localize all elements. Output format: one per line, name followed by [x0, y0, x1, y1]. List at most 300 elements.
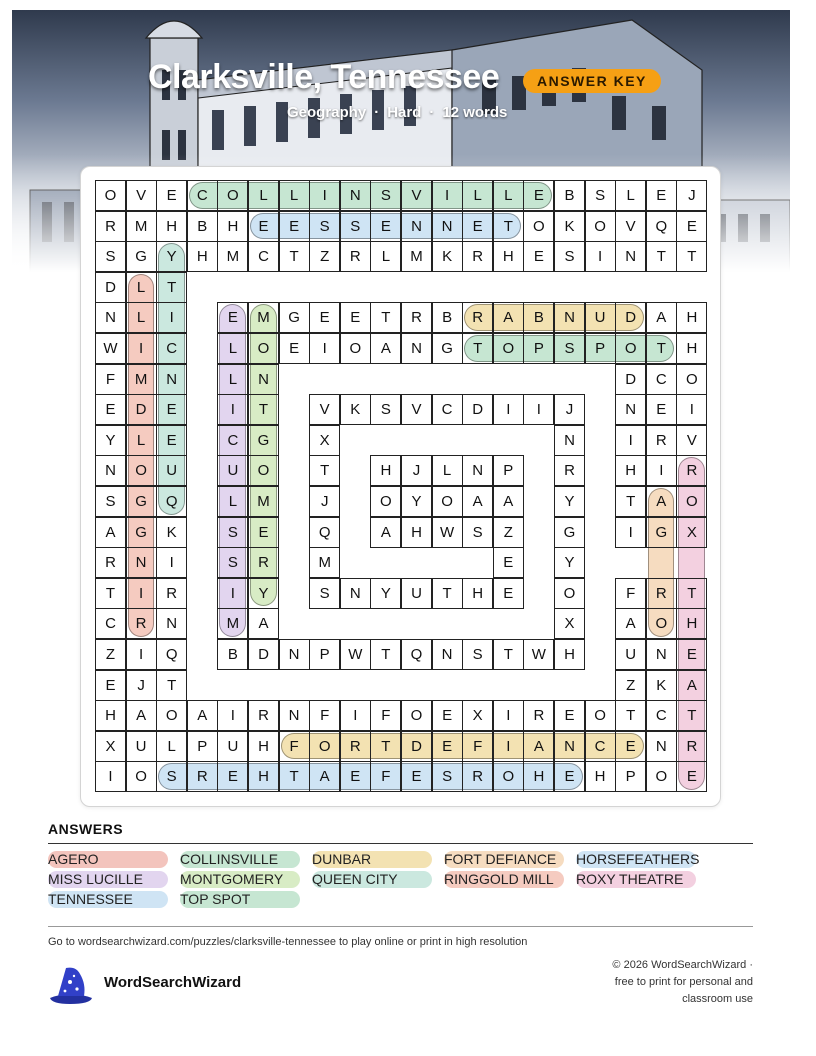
grid-letter: K	[432, 241, 463, 272]
grid-letter: I	[126, 333, 157, 364]
grid-letter: T	[646, 241, 677, 272]
grid-letter: A	[126, 700, 157, 731]
grid-letter: H	[676, 302, 707, 333]
grid-letter: M	[248, 302, 279, 333]
copyright-line: classroom use	[682, 993, 753, 1005]
grid-letter: T	[646, 333, 677, 364]
grid-letter: G	[126, 517, 157, 548]
grid-letter: X	[462, 700, 493, 731]
grid-letter: A	[309, 761, 340, 792]
grid-letter: S	[585, 180, 616, 211]
grid-letter: Q	[156, 639, 187, 670]
grid-letter: H	[95, 700, 126, 731]
grid-letter: D	[615, 364, 646, 395]
grid-letter: S	[370, 180, 401, 211]
grid-letter: E	[279, 211, 310, 242]
grid-letter: I	[432, 180, 463, 211]
grid-letter: E	[370, 211, 401, 242]
grid-letter: X	[95, 731, 126, 762]
grid-letter: U	[217, 731, 248, 762]
grid-letter: Q	[646, 211, 677, 242]
grid-letter: O	[585, 211, 616, 242]
grid-letter: A	[646, 486, 677, 517]
grid-letter: N	[156, 364, 187, 395]
grid-letter: E	[646, 394, 677, 425]
grid-letter: E	[554, 761, 585, 792]
category-label: Geography	[287, 104, 367, 121]
grid-letter: M	[401, 241, 432, 272]
grid-letter: K	[156, 517, 187, 548]
grid-letter: H	[462, 578, 493, 609]
grid-letter: L	[432, 455, 463, 486]
grid-letter: T	[676, 700, 707, 731]
grid-letter: V	[401, 394, 432, 425]
grid-letter: D	[248, 639, 279, 670]
grid-letter: T	[676, 241, 707, 272]
answers-list	[48, 851, 768, 915]
grid-letter: J	[554, 394, 585, 425]
grid-letter: I	[585, 241, 616, 272]
grid-letter: E	[676, 639, 707, 670]
grid-letter: R	[462, 761, 493, 792]
grid-letter: H	[676, 608, 707, 639]
grid-letter: I	[646, 455, 677, 486]
grid-letter: M	[126, 211, 157, 242]
grid-letter: T	[493, 211, 524, 242]
grid-letter: I	[615, 517, 646, 548]
puzzle-meta	[287, 104, 507, 121]
grid-letter: R	[248, 700, 279, 731]
grid-letter: R	[646, 425, 677, 456]
grid-letter: E	[401, 761, 432, 792]
grid-letter: I	[309, 333, 340, 364]
grid-letter: F	[462, 731, 493, 762]
grid-letter: B	[523, 302, 554, 333]
grid-letter: L	[615, 180, 646, 211]
grid-letter: T	[279, 241, 310, 272]
grid-letter: L	[279, 180, 310, 211]
answer-word: AGERO	[48, 851, 168, 868]
grid-letter: S	[309, 578, 340, 609]
grid-letter: R	[126, 608, 157, 639]
grid-letter: F	[615, 578, 646, 609]
grid-letter: O	[585, 700, 616, 731]
grid-letter: S	[340, 211, 371, 242]
grid-letter: N	[248, 364, 279, 395]
grid-letter: D	[462, 394, 493, 425]
grid-letter: G	[432, 333, 463, 364]
grid-letter: S	[95, 486, 126, 517]
grid-letter: D	[126, 394, 157, 425]
grid-letter: N	[340, 180, 371, 211]
grid-letter: E	[309, 302, 340, 333]
grid-letter: E	[646, 180, 677, 211]
grid-letter: L	[217, 486, 248, 517]
grid-letter: N	[279, 639, 310, 670]
grid-letter: I	[126, 578, 157, 609]
grid-letter: L	[156, 731, 187, 762]
grid-letter: F	[370, 761, 401, 792]
grid-letter: O	[309, 731, 340, 762]
grid-letter: X	[676, 517, 707, 548]
grid-letter: B	[432, 302, 463, 333]
grid-letter: A	[615, 608, 646, 639]
grid-letter: A	[462, 486, 493, 517]
grid-letter: O	[493, 333, 524, 364]
grid-letter: T	[156, 272, 187, 303]
grid-letter: I	[95, 761, 126, 792]
grid-letter: P	[585, 333, 616, 364]
grid-letter: V	[126, 180, 157, 211]
grid-letter: M	[309, 547, 340, 578]
grid-letter: H	[554, 639, 585, 670]
grid-letter: E	[340, 761, 371, 792]
grid-letter: R	[646, 578, 677, 609]
grid-letter: Z	[95, 639, 126, 670]
grid-letter: J	[309, 486, 340, 517]
grid-letter: P	[493, 455, 524, 486]
grid-letter: H	[217, 211, 248, 242]
grid-letter: A	[676, 670, 707, 701]
grid-letter: F	[309, 700, 340, 731]
grid-letter: H	[187, 241, 218, 272]
word-search-grid	[95, 180, 707, 792]
grid-letter: R	[401, 302, 432, 333]
grid-letter: F	[279, 731, 310, 762]
grid-letter: H	[585, 761, 616, 792]
grid-letter: U	[401, 578, 432, 609]
grid-letter: V	[615, 211, 646, 242]
grid-letter: N	[554, 425, 585, 456]
grid-letter: I	[156, 302, 187, 333]
grid-letter: O	[646, 761, 677, 792]
grid-letter: A	[646, 302, 677, 333]
grid-letter: L	[126, 425, 157, 456]
grid-letter: N	[646, 639, 677, 670]
grid-letter: Y	[370, 578, 401, 609]
grid-letter: S	[462, 639, 493, 670]
grid-letter: S	[156, 761, 187, 792]
grid-letter: F	[95, 364, 126, 395]
grid-letter: I	[676, 394, 707, 425]
grid-letter: I	[217, 700, 248, 731]
grid-letter: T	[248, 394, 279, 425]
grid-letter: W	[523, 639, 554, 670]
grid-letter: R	[340, 731, 371, 762]
grid-letter: E	[156, 180, 187, 211]
wizard-hat-icon	[46, 964, 94, 1004]
grid-letter: C	[95, 608, 126, 639]
grid-letter: I	[156, 547, 187, 578]
grid-letter: N	[615, 394, 646, 425]
footer-divider	[48, 926, 753, 927]
grid-letter: Y	[401, 486, 432, 517]
grid-letter: E	[554, 700, 585, 731]
grid-letter: R	[248, 547, 279, 578]
grid-letter: R	[340, 241, 371, 272]
grid-letter: S	[217, 547, 248, 578]
grid-letter: M	[126, 364, 157, 395]
grid-letter: R	[187, 761, 218, 792]
grid-letter: T	[615, 486, 646, 517]
grid-letter: D	[401, 731, 432, 762]
answer-word: QUEEN CITY	[312, 871, 432, 888]
grid-letter: E	[95, 394, 126, 425]
grid-letter: M	[217, 241, 248, 272]
grid-letter: H	[370, 455, 401, 486]
grid-letter: O	[523, 211, 554, 242]
grid-letter: O	[126, 455, 157, 486]
grid-letter: C	[432, 394, 463, 425]
answer-word: RINGGOLD MILL	[444, 871, 564, 888]
grid-letter: C	[646, 364, 677, 395]
grid-letter: P	[615, 761, 646, 792]
copyright-line: © 2026 WordSearchWizard ·	[612, 959, 753, 971]
grid-letter: L	[370, 241, 401, 272]
grid-letter: N	[462, 455, 493, 486]
page-title: Clarksville, Tennessee	[148, 58, 500, 96]
grid-letter: E	[493, 578, 524, 609]
grid-letter: N	[432, 211, 463, 242]
grid-letter: O	[156, 700, 187, 731]
copyright-notice	[583, 957, 753, 1008]
grid-letter: O	[370, 486, 401, 517]
grid-letter: N	[401, 333, 432, 364]
grid-letter: U	[156, 455, 187, 486]
grid-letter: O	[248, 455, 279, 486]
grid-letter: Z	[615, 670, 646, 701]
grid-letter: O	[676, 486, 707, 517]
grid-letter: A	[370, 333, 401, 364]
grid-letter: I	[217, 578, 248, 609]
answers-divider	[48, 843, 753, 844]
grid-letter: R	[523, 700, 554, 731]
grid-letter: O	[615, 333, 646, 364]
grid-letter: E	[676, 211, 707, 242]
grid-letter: I	[615, 425, 646, 456]
grid-letter: L	[248, 180, 279, 211]
grid-letter: S	[554, 241, 585, 272]
grid-letter: A	[187, 700, 218, 731]
grid-letter: S	[432, 761, 463, 792]
grid-letter: I	[493, 700, 524, 731]
grid-letter: N	[615, 241, 646, 272]
grid-letter: R	[95, 547, 126, 578]
grid-letter: Y	[248, 578, 279, 609]
grid-letter: J	[126, 670, 157, 701]
grid-letter: J	[401, 455, 432, 486]
grid-letter: N	[340, 578, 371, 609]
grid-letter: E	[615, 731, 646, 762]
separator-dot: ·	[429, 104, 435, 121]
grid-letter: Y	[554, 486, 585, 517]
grid-letter: N	[279, 700, 310, 731]
grid-letter: U	[217, 455, 248, 486]
grid-letter: R	[462, 302, 493, 333]
grid-letter: E	[156, 425, 187, 456]
grid-letter: B	[554, 180, 585, 211]
grid-letter: S	[95, 241, 126, 272]
grid-letter: E	[340, 302, 371, 333]
grid-letter: T	[462, 333, 493, 364]
footer-url-text: Go to wordsearchwizard.com/puzzles/clarksville-tennessee to play online or print in high resolution	[48, 936, 528, 948]
grid-letter: L	[126, 272, 157, 303]
answers-heading: ANSWERS	[48, 821, 124, 837]
grid-letter: E	[95, 670, 126, 701]
grid-letter: G	[126, 486, 157, 517]
grid-letter: E	[523, 241, 554, 272]
answer-word: MONTGOMERY	[180, 871, 300, 888]
grid-letter: L	[462, 180, 493, 211]
grid-letter: R	[462, 241, 493, 272]
grid-letter: E	[493, 547, 524, 578]
answer-key-badge: ANSWER KEY	[523, 69, 661, 93]
grid-letter: B	[217, 639, 248, 670]
grid-letter: A	[95, 517, 126, 548]
grid-letter: T	[370, 302, 401, 333]
grid-letter: E	[432, 731, 463, 762]
grid-letter: O	[217, 180, 248, 211]
grid-letter: C	[156, 333, 187, 364]
grid-letter: S	[309, 211, 340, 242]
answer-word: FORT DEFIANCE	[444, 851, 564, 868]
grid-letter: N	[432, 639, 463, 670]
grid-letter: U	[585, 302, 616, 333]
grid-letter: D	[95, 272, 126, 303]
grid-letter: P	[187, 731, 218, 762]
grid-letter: N	[126, 547, 157, 578]
grid-letter: O	[401, 700, 432, 731]
grid-letter: G	[554, 517, 585, 548]
grid-letter: U	[615, 639, 646, 670]
grid-letter: S	[462, 517, 493, 548]
answer-word: TOP SPOT	[180, 891, 300, 908]
grid-letter: I	[493, 731, 524, 762]
grid-letter: E	[217, 761, 248, 792]
grid-letter: N	[156, 608, 187, 639]
separator-dot: ·	[374, 104, 380, 121]
grid-letter: K	[646, 670, 677, 701]
grid-letter: C	[217, 425, 248, 456]
grid-letter: E	[156, 394, 187, 425]
grid-letter: D	[615, 302, 646, 333]
answer-word: COLLINSVILLE	[180, 851, 300, 868]
grid-letter: O	[126, 761, 157, 792]
grid-letter: I	[309, 180, 340, 211]
grid-letter: G	[126, 241, 157, 272]
grid-letter: W	[340, 639, 371, 670]
grid-letter: N	[95, 455, 126, 486]
grid-letter: V	[401, 180, 432, 211]
grid-letter: Z	[309, 241, 340, 272]
grid-letter: T	[309, 455, 340, 486]
grid-letter: Q	[156, 486, 187, 517]
grid-letter: Z	[493, 517, 524, 548]
grid-letter: Y	[554, 547, 585, 578]
grid-letter: X	[309, 425, 340, 456]
grid-letter: K	[340, 394, 371, 425]
grid-letter: W	[95, 333, 126, 364]
grid-letter: L	[126, 302, 157, 333]
grid-letter: Y	[156, 241, 187, 272]
grid-letter: R	[156, 578, 187, 609]
grid-letter: O	[554, 578, 585, 609]
grid-letter: O	[493, 761, 524, 792]
grid-letter: C	[646, 700, 677, 731]
grid-letter: N	[95, 302, 126, 333]
grid-letter: T	[615, 700, 646, 731]
grid-letter: R	[676, 731, 707, 762]
grid-letter: U	[126, 731, 157, 762]
grid-letter: A	[523, 731, 554, 762]
grid-letter: C	[585, 731, 616, 762]
grid-letter: A	[370, 517, 401, 548]
grid-letter: O	[646, 608, 677, 639]
brand-name: WordSearchWizard	[104, 974, 242, 991]
grid-letter: W	[432, 517, 463, 548]
grid-letter: V	[309, 394, 340, 425]
grid-letter: M	[217, 608, 248, 639]
grid-letter: B	[187, 211, 218, 242]
grid-letter: M	[248, 486, 279, 517]
grid-letter: I	[493, 394, 524, 425]
grid-letter: T	[493, 639, 524, 670]
grid-letter: H	[615, 455, 646, 486]
grid-letter: O	[432, 486, 463, 517]
grid-letter: Q	[309, 517, 340, 548]
answer-word: DUNBAR	[312, 851, 432, 868]
grid-letter: N	[554, 302, 585, 333]
answer-word: HORSEFEATHERS	[576, 851, 700, 867]
grid-letter: P	[523, 333, 554, 364]
grid-letter: E	[523, 180, 554, 211]
grid-letter: G	[646, 517, 677, 548]
grid-letter: T	[370, 639, 401, 670]
grid-letter: E	[248, 517, 279, 548]
grid-letter: S	[370, 394, 401, 425]
grid-letter: L	[217, 333, 248, 364]
grid-letter: G	[248, 425, 279, 456]
grid-letter: H	[248, 731, 279, 762]
grid-letter: V	[676, 425, 707, 456]
copyright-line: free to print for personal and	[614, 976, 753, 988]
grid-letter: K	[554, 211, 585, 242]
grid-letter: L	[217, 364, 248, 395]
grid-letter: X	[554, 608, 585, 639]
grid-letter: T	[432, 578, 463, 609]
grid-letter: T	[676, 578, 707, 609]
grid-letter: E	[432, 700, 463, 731]
grid-letter: H	[493, 241, 524, 272]
grid-letter: Y	[95, 425, 126, 456]
grid-letter: A	[248, 608, 279, 639]
grid-letter: Q	[401, 639, 432, 670]
grid-letter: N	[554, 731, 585, 762]
grid-letter: E	[279, 333, 310, 364]
grid-letter: N	[646, 731, 677, 762]
answer-word: MISS LUCILLE	[48, 871, 168, 888]
grid-letter: G	[279, 302, 310, 333]
grid-letter: E	[676, 761, 707, 792]
grid-letter: R	[676, 455, 707, 486]
grid-letter: I	[217, 394, 248, 425]
grid-letter: J	[676, 180, 707, 211]
grid-letter: I	[340, 700, 371, 731]
grid-letter: O	[248, 333, 279, 364]
grid-letter: H	[676, 333, 707, 364]
answer-word: ROXY THEATRE	[576, 871, 696, 888]
grid-letter: P	[309, 639, 340, 670]
